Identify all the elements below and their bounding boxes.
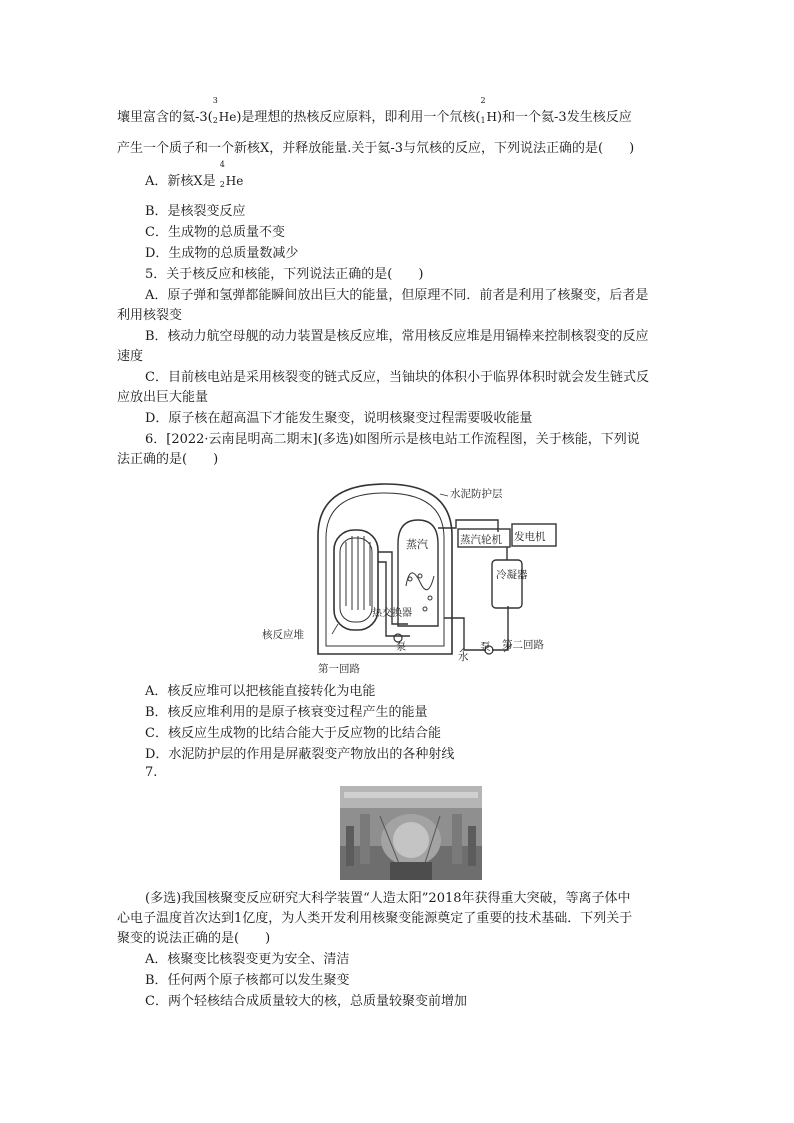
q5-option-c-line2: 应放出巨大能量 bbox=[117, 390, 209, 405]
q5-option-d: D．原子核在超高温下才能发生聚变，说明核聚变过程需要吸收能量 bbox=[145, 411, 533, 426]
q5-stem: 5．关于核反应和核能，下列说法正确的是( ) bbox=[145, 267, 424, 282]
he3-mass: 3 bbox=[212, 96, 218, 105]
containment-outer bbox=[318, 484, 452, 654]
fusion-device-photo bbox=[340, 786, 482, 880]
label-reactor: 核反应堆 bbox=[262, 629, 304, 641]
q6-option-d: D．水泥防护层的作用是屏蔽裂变产物放出的各种射线 bbox=[145, 747, 455, 762]
label-steam-1 bbox=[406, 537, 428, 551]
q5-option-c-line1: C．目前核电站是采用核裂变的链式反应，当铀块的体积小于临界体积时就会发生链式反 bbox=[145, 370, 649, 385]
nuclear-plant-diagram bbox=[260, 476, 560, 676]
he4-symbol: He bbox=[225, 174, 244, 188]
label-cement-layer: 水泥防护层 bbox=[450, 488, 503, 500]
label-generator: 发电机 bbox=[514, 531, 546, 543]
label-steam-turbine: 蒸汽轮机 bbox=[460, 534, 502, 546]
q6-stem-line2: 法正确的是( ) bbox=[117, 452, 219, 467]
label-loop2: 第二回路 bbox=[502, 639, 544, 651]
q6-stem-line1: 6．[2022·云南昆明高二期末](多选)如图所示是核电站工作流程图，关于核能，下列说 bbox=[145, 432, 640, 447]
containment-inner bbox=[326, 493, 444, 646]
q5-option-b-line1: B．核动力航空母舰的动力装置是核反应堆，常用核反应堆是用镉棒来控制核裂变的反应 bbox=[145, 329, 649, 344]
h2-mass: 2 bbox=[480, 96, 486, 105]
q4-option-b: B．是核裂变反应 bbox=[145, 204, 246, 219]
label-heat-exchanger: 热交换器 bbox=[372, 608, 412, 619]
q5-option-a-line2: 利用核裂变 bbox=[117, 308, 183, 323]
q5-option-a-line1: A．原子弹和氢弹都能瞬间放出巨大的能量，但原理不同．前者是利用了核聚变，后者是 bbox=[145, 288, 649, 303]
h2-symbol: H bbox=[486, 110, 497, 124]
label-pump2: 泵 bbox=[480, 641, 491, 653]
he3-nuclide bbox=[212, 96, 237, 126]
label-pump: 泵 bbox=[396, 642, 406, 653]
q6-option-c: C．核反应生成物的比结合能大于反应物的比结合能 bbox=[145, 726, 441, 741]
label-condenser: 冷凝器 bbox=[496, 569, 528, 581]
q6-option-a: A．核反应堆可以把核能直接转化为电能 bbox=[145, 684, 376, 699]
label-water: 水 bbox=[458, 651, 469, 663]
q4-text-b: )是理想的热核反应原料，即利用一个氘核( bbox=[236, 110, 481, 125]
he3-charge: 2 bbox=[212, 116, 218, 125]
h2-charge: 1 bbox=[480, 116, 486, 125]
he3-symbol: He bbox=[218, 110, 237, 124]
q6-option-b: B．核反应堆利用的是原子核衰变过程产生的能量 bbox=[145, 705, 428, 720]
label-steam: 蒸汽 bbox=[406, 538, 428, 551]
q4-option-c: C．生成物的总质量不变 bbox=[145, 225, 285, 240]
q7-number: 7. bbox=[145, 765, 158, 780]
he4-nuclide bbox=[219, 160, 244, 190]
q4-text-a: 壤里富含的氦-3( bbox=[117, 110, 213, 125]
q7-option-b: B．任何两个原子核都可以发生聚变 bbox=[145, 973, 350, 988]
q4-option-d: D．生成物的总质量数减少 bbox=[145, 246, 299, 261]
h2-nuclide bbox=[480, 96, 497, 126]
he4-mass: 4 bbox=[219, 160, 225, 169]
q7-stem-line3: 聚变的说法正确的是( ) bbox=[117, 931, 271, 946]
label-loop1: 第一回路 bbox=[318, 663, 360, 675]
q7-stem-line2: 心电子温度首次达到1亿度，为人类开发利用核聚变能源奠定了重要的技术基础．下列关于 bbox=[117, 911, 633, 926]
q5-option-b-line2: 速度 bbox=[117, 349, 144, 364]
q4-stem-line2: 产生一个质子和一个新核X，并释放能量.关于氦-3与氘核的反应，下列说法正确的是( ) bbox=[117, 141, 635, 156]
q7-option-c: C．两个轻核结合成质量较大的核，总质量较聚变前增加 bbox=[145, 994, 467, 1009]
he4-charge: 2 bbox=[219, 180, 225, 189]
q4-stem-line1 bbox=[117, 96, 632, 127]
q4-option-a-text: A．新核X是 bbox=[145, 174, 220, 189]
q4-text-c: )和一个氦-3发生核反应 bbox=[496, 110, 632, 125]
condenser-box bbox=[492, 560, 522, 608]
q7-option-a: A．核聚变比核裂变更为安全、清洁 bbox=[145, 952, 350, 967]
q7-stem-line1: (多选)我国核聚变反应研究大科学装置“人造太阳”2018年获得重大突破，等离子体中 bbox=[145, 891, 631, 906]
q4-option-a bbox=[145, 160, 244, 191]
